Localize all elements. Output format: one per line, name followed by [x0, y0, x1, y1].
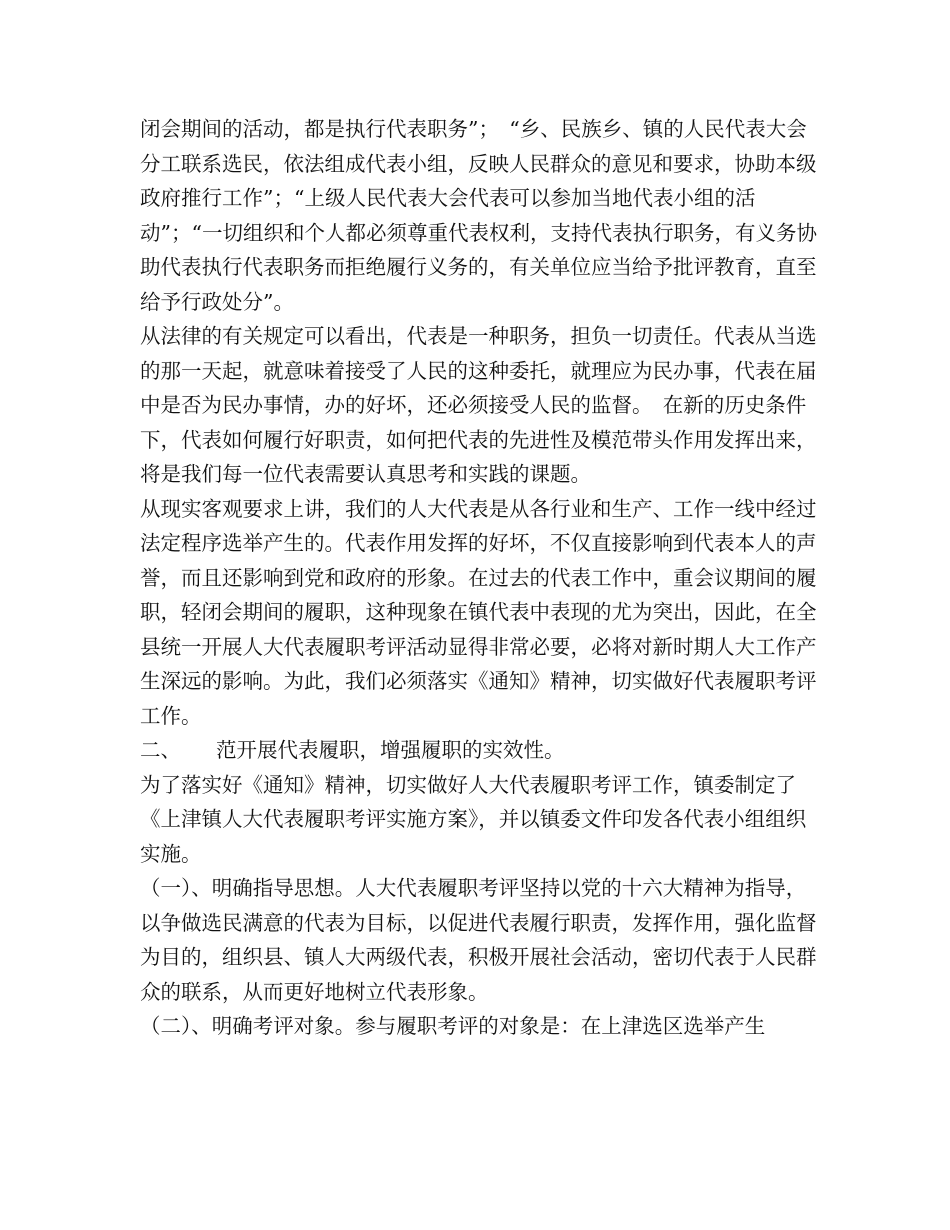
- document-body: [140, 112, 820, 1044]
- section-heading-number: 二、: [140, 738, 181, 762]
- paragraph-practical-requirements: 从现实客观要求上讲，我们的人大代表是从各行业和生产、工作一线中经过法定程序选举产生的。代表作用发挥的好坏，不仅直接影响到代表本人的声誉，而且还影响到党和政府的形象。在过去的代表工作中，重会议期间的履职，轻闭会期间的履职，这种现象在镇代表中表现的尤为突出，因此，在全县统一开展人大代表履职考评活动显得非常必要，必将对新时期人大工作产生深远的影响。为此，我们必须落实《通知》精神，切实做好代表履职考评工作。: [140, 496, 817, 728]
- paragraph-legal-provisions: 从法律的有关规定可以看出，代表是一种职务，担负一切责任。代表从当选的那一天起，就意味着接受了人民的这种委托，就理应为民办事，代表在届中是否为民办事情，办的好坏，还必须接受人民的监督。 在新的历史条件下，代表如何履行好职责，如何把代表的先进性及模范带头作用发挥出来，将是我们每一位代表需要认真思考和实践的课题。: [140, 324, 817, 486]
- section-heading: [140, 733, 820, 768]
- paragraph-duties-quotes: 闭会期间的活动，都是执行代表职务”； “乡、民族乡、镇的人民代表大会分工联系选民，依法组成代表小组，反映人民群众的意见和要求，协助本级政府推行工作”；“上级人民代表大会代表可以参加当地代表小组的活动”；“一切组织和个人都必须尊重代表权利，支持代表执行职务，有义务协助代表执行代表职务而拒绝履行义务的，有关单位应当给予批评教育，直至给予行政处分”。: [140, 117, 817, 314]
- paragraph-implementation-plan: 为了落实好《通知》精神，切实做好人大代表履职考评工作，镇委制定了《上津镇人大代表履职考评实施方案》，并以镇委文件印发各代表小组组织实施。: [140, 772, 807, 866]
- section-heading-text: 范开展代表履职，增强履职的实效性。: [216, 738, 565, 762]
- paragraph-guiding-thought: （一）、明确指导思想。人大代表履职考评坚持以党的十六大精神为指导，以争做选民满意的代表为目标，以促进代表履行职责，发挥作用，强化监督为目的，组织县、镇人大两级代表，积极开展社会活动，密切代表于人民群众的联系，从而更好地树立代表形象。: [140, 876, 817, 1004]
- paragraph-evaluation-target: （二）、明确考评对象。参与履职考评的对象是：在上津选区选举产生: [140, 1014, 766, 1038]
